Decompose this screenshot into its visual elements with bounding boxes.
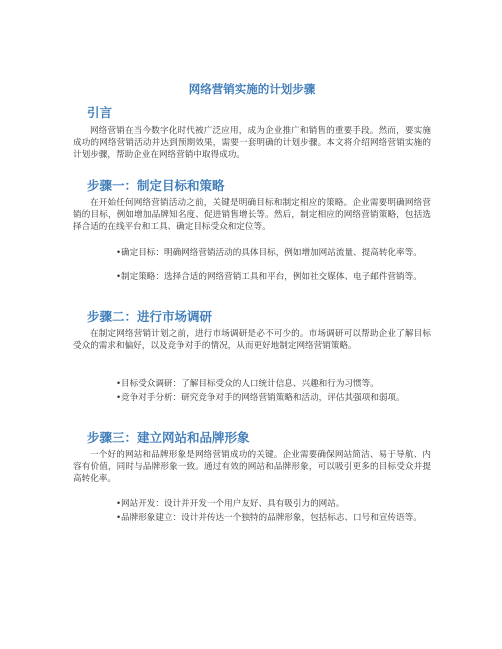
section-heading-intro: 引言: [87, 105, 113, 120]
section-paragraph-step-3: 一个好的网站和品牌形象是网络营销成功的关键。企业需要确保网站简洁、易于导航、内容有价值，同时与品牌形象一致。通过有效的网站和品牌形象，可以吸引更多的目标受众并提高转化率。: [73, 450, 431, 485]
bullet-icon: •: [116, 379, 122, 389]
list-item-text: 品牌形象建立：设计并传达一个独特的品牌形象，包括标志、口号和宣传语等。: [121, 513, 422, 523]
list-item-text: 网站开发：设计并开发一个用户友好、具有吸引力的网站。: [121, 499, 345, 509]
section-paragraph-intro: 网络营销在当今数字化时代被广泛应用，成为企业推广和销售的重要手段。然而，要实施成功的网络营销活动并达到预期效果，需要一套明确的计划步骤。本文将介绍网络营销实施的计划步骤，帮助企业在网络营销中取得成功。: [73, 126, 431, 161]
section-paragraph-step-1: 在开始任何网络营销活动之前，关键是明确目标和制定相应的策略。企业需要明确网络营销的目标，例如增加品牌知名度、促进销售增长等。然后，制定相应的网络营销策略，包括选择合适的在线平台和工具、确定目标受众和定位等。: [73, 198, 431, 233]
list-item: [87, 271, 431, 283]
section-heading-step-2: 步骤二：进行市场调研: [87, 309, 213, 324]
bullet-icon: •: [116, 248, 122, 258]
list-item: [87, 392, 431, 404]
section-heading-step-3: 步骤三：建立网站和品牌形象: [87, 430, 250, 445]
list-item: [87, 512, 431, 524]
list-item-text: 制定策略：选择合适的网络营销工具和平台，例如社交媒体、电子邮件营销等。: [121, 272, 422, 282]
list-item: [87, 498, 431, 510]
bullet-icon: •: [116, 499, 122, 509]
bullet-icon: •: [116, 393, 122, 403]
section-heading-step-1: 步骤一：制定目标和策略: [87, 178, 225, 193]
list-item: [87, 378, 431, 390]
list-item: [87, 247, 431, 259]
bullet-icon: •: [116, 272, 122, 282]
bullet-icon: •: [116, 513, 122, 523]
section-paragraph-step-2: 在制定网络营销计划之前，进行市场调研是必不可少的。市场调研可以帮助企业了解目标受众的需求和偏好，以及竞争对手的情况，从而更好地制定网络营销策略。: [73, 329, 431, 352]
list-item-text: 目标受众调研：了解目标受众的人口统计信息、兴趣和行为习惯等。: [121, 379, 379, 389]
list-item-text: 确定目标：明确网络营销活动的具体目标，例如增加网站流量、提高转化率等。: [121, 248, 422, 258]
list-item-text: 竞争对手分析：研究竞争对手的网络营销策略和活动，评估其强项和弱项。: [121, 393, 405, 403]
document-title: 网络营销实施的计划步骤: [188, 82, 316, 96]
